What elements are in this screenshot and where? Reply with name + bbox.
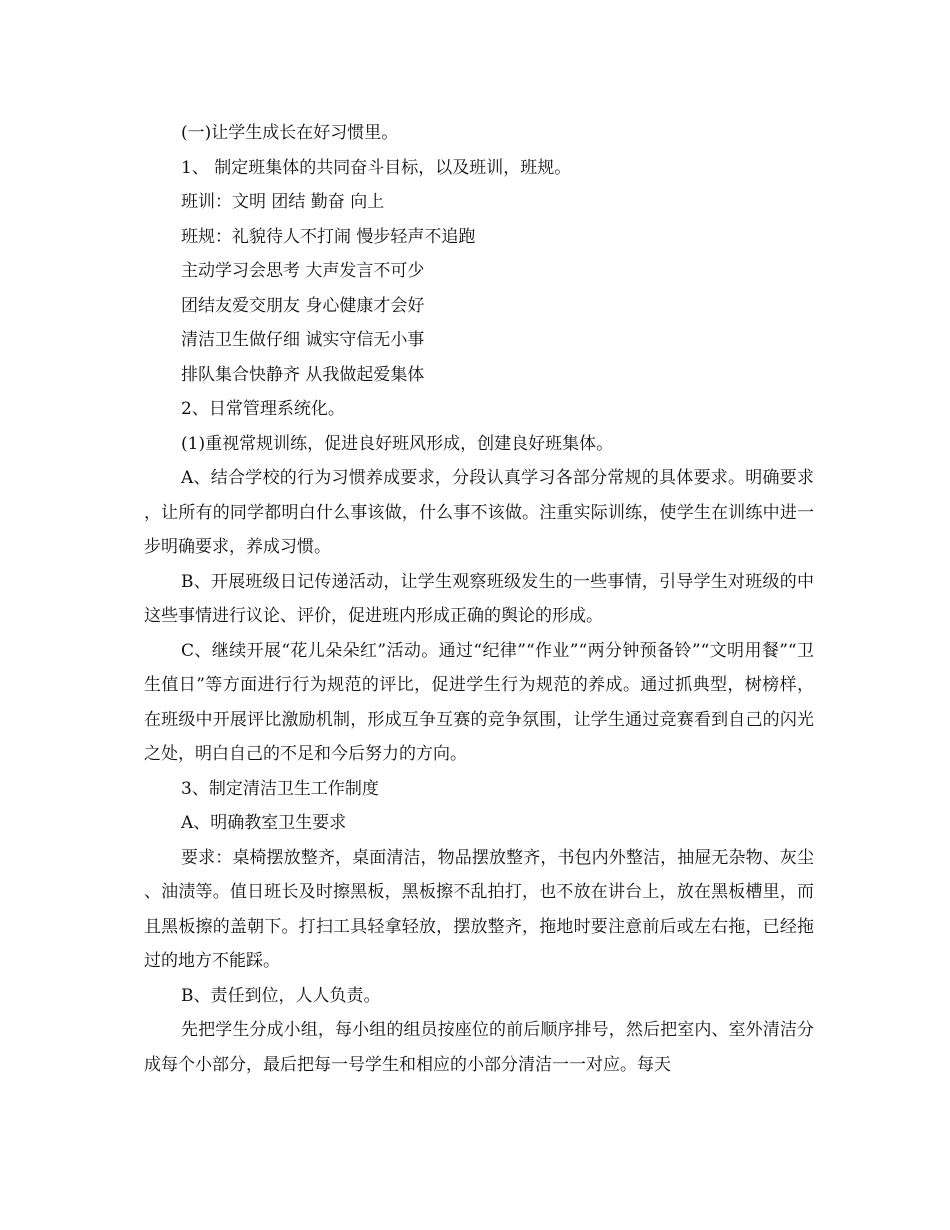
subitem-heading: A、明确教室卫生要求: [181, 813, 347, 833]
class-rules-line: 清洁卫生做仔细 诚实守信无小事: [181, 330, 425, 350]
paragraph: C、继续开展“花儿朵朵红”活动。通过“纪律”“作业”“两分钟预备铃”“文明用餐”“卫生值日”等方面进行行为规范的评比，促进学生行为规范的养成。通过抓典型，树榜样，在班级中开展评比激励机制，形成互争互赛的竞争氛围，让学生通过竞赛看到自己的闪光之处，明白自己的不足和今后努力的方向。: [144, 640, 814, 764]
paragraph: 要求：桌椅摆放整齐，桌面清洁，物品摆放整齐，书包内外整洁，抽屉无杂物、灰尘、油渍等。值日班长及时擦黑板，黑板擦不乱拍打，也不放在讲台上，放在黑板槽里，而且黑板擦的盖朝下。打扫工具轻拿轻放，摆放整齐，拖地时要注意前后或左右拖，已经拖过的地方不能踩。: [144, 847, 814, 971]
document-body: [144, 116, 814, 1082]
paragraph: B、开展班级日记传递活动，让学生观察班级发生的一些事情，引导学生对班级的中这些事情进行议论、评价，促进班内形成正确的舆论的形成。: [144, 571, 814, 626]
paragraph: 先把学生分成小组，每小组的组员按座位的前后顺序排号，然后把室内、室外清洁分成每个小部分，最后把每一号学生和相应的小部分清洁一一对应。每天: [144, 1020, 814, 1075]
class-rules-line: 团结友爱交朋友 身心健康才会好: [181, 295, 425, 316]
item-heading: 2、日常管理系统化。: [181, 399, 345, 419]
subitem-heading: B、责任到位，人人负责。: [181, 985, 381, 1006]
class-rules-line: 排队集合快静齐 从我做起爱集体: [181, 364, 425, 385]
item-heading: 3、制定清洁卫生工作制度: [181, 778, 379, 799]
section-heading: (一)让学生成长在好习惯里。: [181, 123, 399, 143]
class-rules-line: 主动学习会思考 大声发言不可少: [181, 261, 425, 281]
paragraph: A、结合学校的行为习惯养成要求，分段认真学习各部分常规的具体要求。明确要求，让所有的同学都明白什么事该做，什么事不该做。注重实际训练，使学生在训练中进一步明确要求，养成习惯。: [144, 468, 814, 557]
class-motto: 班训：文明 团结 勤奋 向上: [181, 192, 385, 212]
class-rules: 班规：礼貌待人不打闹 慢步轻声不追跑: [181, 226, 476, 247]
item-heading: 1、 制定班集体的共同奋斗目标，以及班训，班规。: [181, 157, 572, 178]
subitem-heading: (1)重视常规训练，促进良好班风形成，创建良好班集体。: [181, 433, 614, 454]
